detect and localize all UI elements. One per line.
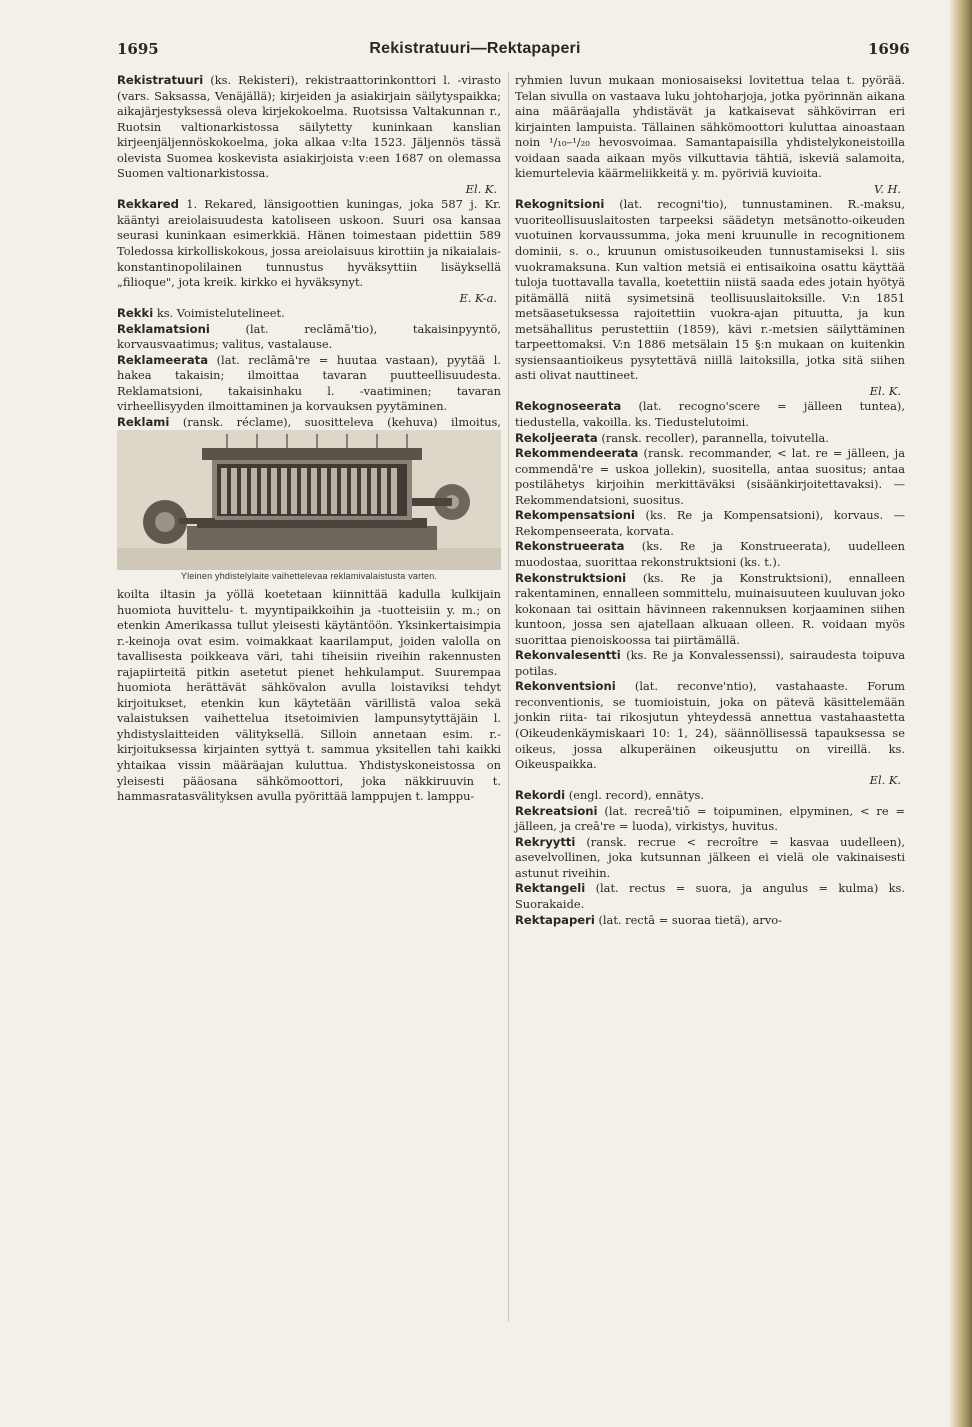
- dictionary-entry: [515, 648, 905, 679]
- entry-headword: Rekoljeerata: [515, 430, 598, 445]
- entry-text: (lat. reclāmā'tio), takaisinpyyntö, korvausvaatimus; valitus, vastalause.: [117, 321, 501, 352]
- entry-text: (lat. recogno'scere = jälleen tuntea), tiedustella, vakoilla. ks. Tiedustelutoimi.: [515, 399, 905, 430]
- entry-text: (ks. Re ja Konvalessenssi), sairaudesta toipuva potilas.: [515, 648, 906, 678]
- entry-headword: Reklamatsioni: [117, 321, 210, 336]
- figure-caption: Yleinen yhdistelylaite vaihettelevaa reklamivalaistusta varten.: [180, 571, 438, 581]
- entry-signature: El. K.: [869, 383, 901, 398]
- entry-signature: El. K.: [869, 772, 901, 787]
- entry-text: (engl. record), ennätys.: [568, 788, 705, 803]
- illustration-figure: [117, 430, 501, 570]
- entry-text: (ks. Re ja Konstruktsioni), ennalleen rakentaminen, ennalleen sommittelu, muinaisuuteen kuuluvan joko kokonaan tai osittain hävinneen rakennuksen korjaaminen siihen kuntoon, jossa sen ajatellaan alkuaan olleen. R. voidaan myös suorittaa pienoiskoossa tai piirtämällä.: [515, 570, 906, 647]
- entry-headword: Rekonstrueerata: [515, 539, 625, 554]
- entry-text: (ransk. réclame), suosittelevа (kehuva) ilmoitus,: [182, 415, 502, 430]
- sign-lighting-apparatus-illustration: [117, 430, 501, 570]
- dictionary-entry: [117, 353, 501, 415]
- dictionary-entry: [515, 508, 905, 539]
- entry-headword: Rekompensatsioni: [515, 508, 635, 523]
- page-number-right: 1696: [868, 40, 910, 58]
- dictionary-entry: [515, 835, 905, 882]
- dictionary-entry: [515, 881, 905, 912]
- entry-headword: Rekreatsioni: [515, 803, 598, 818]
- entry-text: (ransk. recoller), parannella, toivutella.: [601, 430, 829, 445]
- entry-signature: V. H.: [873, 181, 901, 196]
- entry-headword: Rekonventsioni: [515, 679, 616, 694]
- dictionary-entry: [117, 73, 501, 197]
- entry-headword: Rekonstruktsioni: [515, 570, 627, 585]
- entry-headword: Rekistratuuri: [117, 73, 204, 87]
- entry-headword: Rekki: [117, 306, 154, 321]
- entry-text: (lat. rectā = suoraa tietä), arvo-: [598, 912, 782, 927]
- dictionary-entry: [515, 571, 905, 649]
- book-page-edge: [950, 0, 972, 1427]
- dictionary-entry: [515, 804, 905, 835]
- right-column-entries: [515, 73, 905, 928]
- entry-headword: Rekryytti: [515, 834, 576, 849]
- entry-text: ks. Voimistelutelineet.: [156, 306, 285, 321]
- entry-headword: Rektapaperi: [515, 912, 595, 927]
- entry-headword: Rekommendeerata: [515, 446, 639, 461]
- entry-text: (lat. reconve'ntio), vastahaaste. Forum reconventionis, se tuomioistuin, joka on pätevä käsittelemään jonkin riita- tai rikosjutun yhteydessä annettua vastahaastetta (Oikeudenkäymiskaari 10: 1, 24), säännöllisessä tapauksessa se oikeus, jossa alkuperäinen oikeusjuttu on vireillä. ks. Oikeuspaikka.: [515, 679, 905, 772]
- entry-text: (ks. Rekisteri), rekistraattorinkonttori l. -virasto (vars. Saksassa, Venäjällä); kirjeiden ja asiakirjain säilytyspaikka; aikajärjestyksessä oleva kirjekokoelma. Ruotsissa Valtakunnan r., Ruotsin valtionarkistossa säilytetty kuninkaan kanslian kirjeenjäljennöskokoelma, joka alkaa v:lta 1523. Jäljennös tässä olevista Suomea koskevista asiakirjoista v:een 1687 on olemassa Suomen valtionarkistossa.: [117, 73, 501, 181]
- dictionary-entry: [515, 679, 905, 788]
- entry-text: ryhmien luvun mukaan moniosaiseksi lovitettua telaa t. pyörää. Telan sivulla on vastaava luku johtoharjoja, jotka pyörinnän aikana aina määräajalla yhdistävät ja katkaisevat sähkövirran eri kirjainten lampuista. Tällainen sähkömoottori kuluttaa ainoastaan noin ¹/₁₀–¹/₂₀ hevosvoimaa. Samantapaisilla yhdistelykoneistoilla voidaan saada aikaan myös vilkuttavia tähtiä, iskeviä salamoita, kiemurtelevia käärmeliikkeitä y. m. pyöriviä kuvioita.: [515, 73, 905, 181]
- entry-signature: E. K-a.: [459, 290, 497, 305]
- column-divider: [508, 72, 509, 1322]
- entry-headword: Rekonvalesentti: [515, 648, 621, 663]
- entry-headword: Rekognitsioni: [515, 197, 605, 212]
- entry-text: (lat. recogni'tio), tunnustaminen. R.-maksu, vuoriteollisuuslaitosten tarpeeksi säädetyn metsänotto-oikeuden vuotuinen korvaussumma, joka meni kruunulle in recognitionem dominii, s. o., kruunun omistusoikeuden tunnustamiseksi l. siis vuokramaksuna. Kun valtion metsiä ei entisaikoina osattu käyttää tuloja tuottavalla tavalla, koetettiin niistä saada edes jotain hyötyä pitämällä niitä sysimetsinä teollisuuslaitoksille. V:n 1851 metsäasetuksessa rajoitettiin vuokra-ajan pituutta, ja kun metsähallitus perustettiin (1859), kävi r.-metsien säilyttäminen tarpeettomaksi. V:n 1886 metsälain 15 §:n mukaan on kuitenkin sysiensaantioikeus pysytettävä niillä laitoksilla, jotka sitä siihen asti olivat nauttineet.: [515, 197, 905, 383]
- entry-text: (lat. rectus = suora, ja angulus = kulma) ks. Suorakaide.: [515, 881, 905, 911]
- dictionary-entry: [515, 446, 905, 508]
- running-title: Rekistratuuri—Rektapaperi: [369, 40, 581, 57]
- dictionary-entry: [117, 197, 501, 306]
- running-header: [0, 40, 950, 64]
- dictionary-entry: [515, 913, 905, 929]
- entry-headword: Rekordi: [515, 788, 566, 803]
- entry-headword: Rekkared: [117, 197, 179, 212]
- dictionary-entry: [515, 788, 905, 804]
- entry-headword: Reklami: [117, 415, 170, 430]
- entry-headword: Reklameerata: [117, 352, 209, 367]
- dictionary-entry: [515, 197, 905, 399]
- page-number-left: 1695: [117, 40, 159, 58]
- entry-text: (lat. recreā'tiō = toipuminen, elpyminen, < re = jälleen, ja creā're = luoda), virkistys, huvitus.: [515, 803, 906, 834]
- entry-text: (ransk. recommander, < lat. re = jälleen, ja commendā're = uskoa jollekin), suositella, antaa suositus; antaa postilähetys kirjoihin merkittäväksi (sisäänkirjoitettavaksi). — Rekommendatsioni, suositus.: [515, 446, 905, 507]
- dictionary-entry: [515, 431, 905, 447]
- entry-headword: Rektangeli: [515, 881, 586, 896]
- entry-text: (ransk. recrue < recroître = kasvaa uudelleen), asevelvollinen, joka kutsunnan jälkeen ei vielä ole vakinaisesti astunut riveihin.: [515, 834, 905, 880]
- entry-text: (ks. Re ja Konstrueerata), uudelleen muodostaa, suorittaa rekonstruktsioni (ks. t.).: [515, 539, 906, 569]
- continuation-paragraph: koilta iltasin ja yöllä koetetaan kiinnittää kadulla kulkijain huomiota huvittelu- t. myyntipaikkoihin ja -tuotteisiin y. m.; on etenkin Amerikassa tullut yleisesti käytäntöön. Yksinkertaisimpia r.-keinoja ovat esim. voimakkaat kaarilamput, joiden valolla on tavallisesta poikkeava väri, tahi tiheisiin riveihin rakennusten rajapiirteitä pitkin asetetut pienet hehkulamput. Suurempaa huomiota herättävät sähkövalon avulla loistaviksi tehdyt kirjoitukset, etenkin kun käytetään värillistä valoa sekä valaistuksen vaihettelua itsetoimivien lampunsytyttäjäin l. yhdistyslaitteiden välityksellä. Silloin annetaan esim. r.-kirjoituksessa kirjainten syttyä t. sammua yksitellen tahi kaikki yhtaikaa vissin määräajan kuluttua. Yhdistyskoneistossa on yleisesti pääosana sähkömoottori, joka näkkiruuvin t. hammasratasvälityksen avulla pyörittää lamppujen t. lamppu-: [117, 587, 501, 804]
- dictionary-entry: [515, 399, 905, 430]
- dictionary-entry: [515, 539, 905, 570]
- entry-text: (ks. Re ja Kompensatsioni), korvaus. — Rekompenseerata, korvata.: [515, 508, 905, 538]
- entry-headword: Rekognoseerata: [515, 399, 622, 414]
- entry-signature: El. K.: [465, 181, 497, 196]
- left-column-continuation: [117, 587, 501, 805]
- dictionary-entry: [117, 306, 501, 322]
- entry-text: 1. Rekared, länsigoottien kuningas, joka 587 j. Kr. kääntyi areiolaisuudesta katoliseen uskoon. Suuri osa kansaa seurasi kuninkaan esimerkkiä. Hänen toimestaan pidettiin 589 Toledossa kirkolliskokous, jossa areiolaisuus kirottiin ja nikaialais-konstantinopolilainen tunnustus hyväksyttiin lisäyksellä „filioque", jota kreik. kirkko ei hyväksynyt.: [117, 197, 501, 290]
- dictionary-entry: [515, 73, 905, 197]
- dictionary-entry: [117, 322, 501, 353]
- entry-text: (lat. reclāmā're = huutaa vastaan), pyytää l. hakea takaisin; ilmoittaa tavaran puutteellisuudesta. Reklamatsioni, takaisinhaku l. -vaatiminen; tavaran virheellisyyden ilmoittaminen ja korvauksen pyytäminen.: [117, 352, 502, 414]
